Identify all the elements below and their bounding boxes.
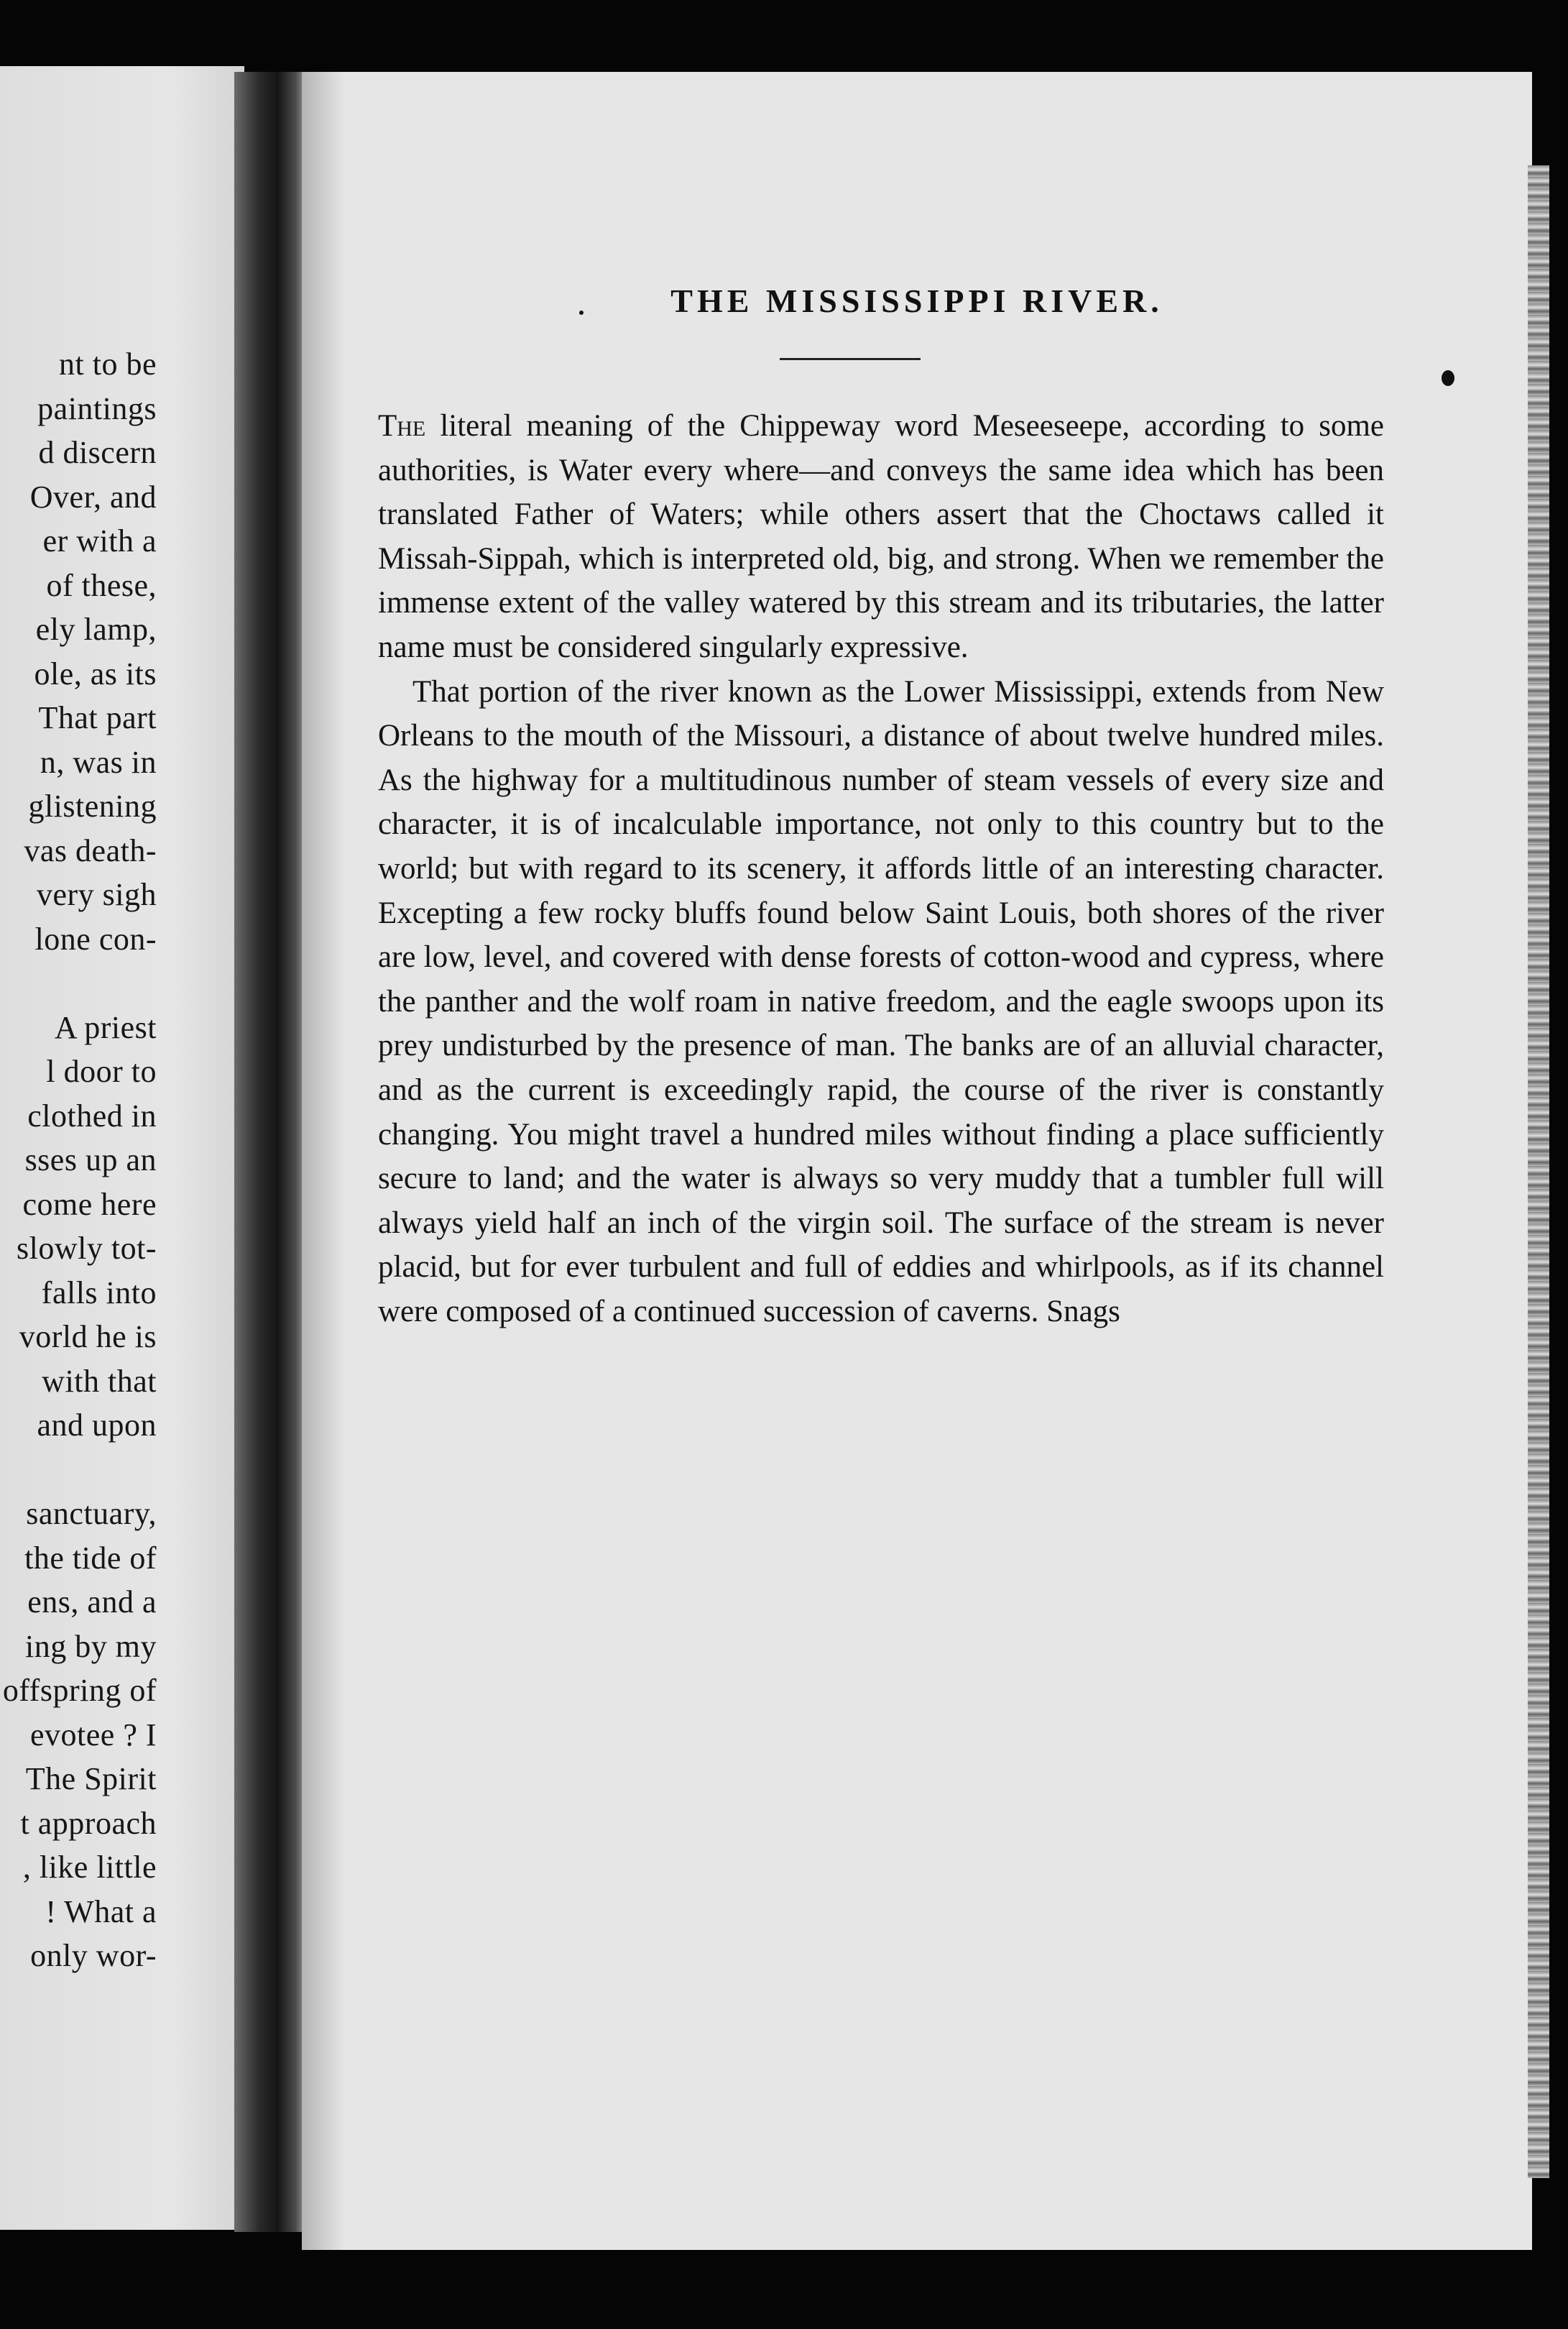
ink-speck xyxy=(1442,370,1454,386)
ink-speck xyxy=(579,311,584,315)
left-page-line: offspring of xyxy=(2,1673,157,1708)
left-page-line: the tide of xyxy=(24,1540,157,1576)
left-page-line: t approach xyxy=(20,1805,157,1841)
left-page-line: and upon xyxy=(37,1407,157,1443)
page-title: THE MISSISSIPPI RIVER. xyxy=(670,282,1163,319)
left-page-line: falls into xyxy=(41,1274,157,1310)
left-page-line: ! What a xyxy=(45,1893,157,1929)
left-page-line: The Spirit xyxy=(25,1761,157,1796)
left-page-line: clothed in xyxy=(27,1098,157,1134)
left-page-line: Over, and xyxy=(29,479,157,515)
left-page-line: vorld he is xyxy=(19,1319,157,1354)
paragraph-1-lead: The xyxy=(378,409,426,443)
left-page-line: with that xyxy=(42,1363,157,1399)
left-page-line: d discern xyxy=(38,435,157,470)
left-page-line: paintings xyxy=(37,390,157,426)
left-page-line: sanctuary, xyxy=(26,1496,157,1531)
left-page-line: nt to be xyxy=(59,346,157,382)
book-gutter xyxy=(234,72,306,2232)
left-page-text xyxy=(0,66,167,2230)
paragraph-2: That portion of the river known as the Lower Mississippi, extends from New Orleans to the mouth of the Missouri, a distance of about twelve hundred miles. As the highway for a multitudinous number of steam vessels of every size and character, it is of incalculable importance, not only to this country but to the world; but with regard to its scenery, it affords little of an interesting character. Excepting a few rocky bluffs found below Saint Louis, both shores of the river are low, level, and covered with dense forests of cotton-wood and cypress, where the panther and the wolf roam in native freedom, and the eagle swoops upon its prey undisturbed by the presence of man. The banks are of an alluvial character, and as the current is exceedingly rapid, the course of the river is constantly changing. You might travel a hundred miles without finding a place sufficiently secure to land; and the water is always so very muddy that a tumbler full will always yield half an inch of the virgin soil. The surface of the stream is never placid, but for ever turbulent and full of eddies and whirlpools, as if its channel were composed of a continued succession of caverns. Snags xyxy=(378,674,1384,1328)
body-text xyxy=(378,404,1384,1333)
left-page-line: ens, and a xyxy=(27,1584,157,1620)
left-page-line: A priest xyxy=(54,1009,157,1045)
left-page-line: lone con- xyxy=(34,921,157,957)
paragraph-1-text: literal meaning of the Chippeway word Meseeseepe, according to some authorities, is Water every where—and conveys the same idea which has been translated Father of Waters; while others assert that the Choctaws called it Missah-Sippah, which is interpreted old, big, and strong. When we remember the immense extent of the valley watered by this stream and its tributaries, the latter name must be considered singularly expressive. xyxy=(378,409,1384,664)
page-edge xyxy=(1528,165,1549,2178)
paragraph-1 xyxy=(378,404,1384,670)
left-page-line: evotee ? I xyxy=(30,1717,157,1753)
left-page-line: come here xyxy=(22,1186,157,1222)
left-page-line: ole, as its xyxy=(34,656,157,692)
right-page xyxy=(302,72,1532,2250)
left-page-line: of these, xyxy=(46,567,157,603)
left-page xyxy=(0,66,244,2230)
left-page-line: l door to xyxy=(46,1054,157,1089)
left-page-line: only wor- xyxy=(30,1938,157,1973)
left-page-line: , like little xyxy=(22,1850,157,1885)
left-page-line: vas death- xyxy=(24,832,157,868)
title-rule xyxy=(780,358,921,360)
left-page-line: sses up an xyxy=(24,1142,157,1177)
left-page-line: ely lamp, xyxy=(35,612,157,647)
left-page-line: n, was in xyxy=(40,744,157,780)
left-page-line: er with a xyxy=(42,523,157,559)
left-page-line: slowly tot- xyxy=(17,1231,157,1266)
left-page-line: glistening xyxy=(28,789,157,824)
left-page-line: ing by my xyxy=(25,1628,157,1664)
left-page-line: very sigh xyxy=(36,877,157,912)
left-page-line: That part xyxy=(38,700,157,735)
